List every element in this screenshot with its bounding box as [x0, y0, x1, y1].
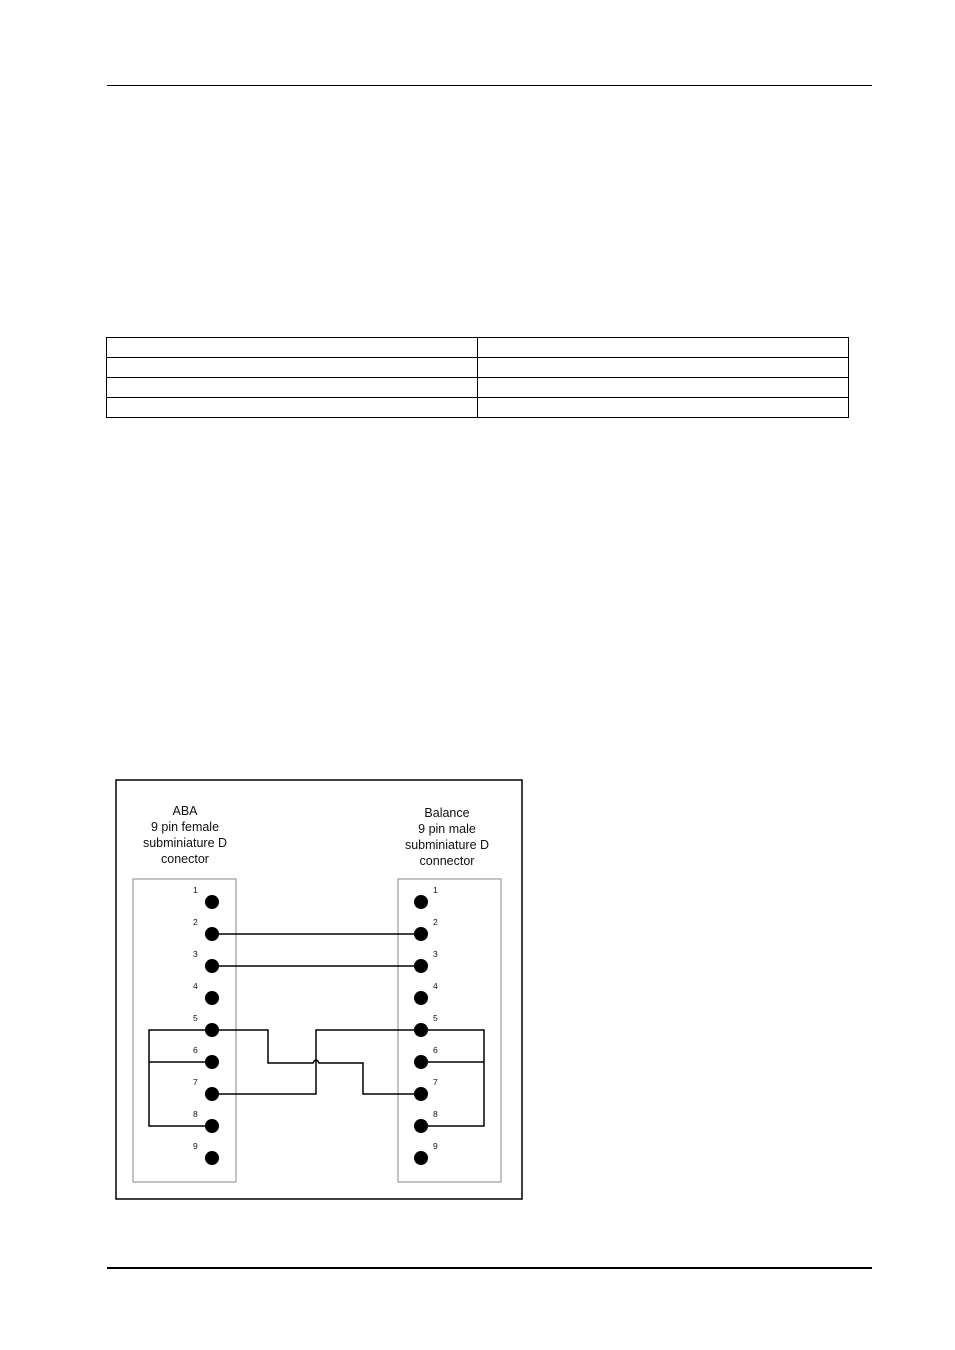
blank-table	[106, 337, 849, 418]
wire-7-5	[212, 1030, 421, 1094]
left-pin-label: 5	[193, 1013, 198, 1023]
right-pin-1	[414, 895, 428, 909]
right-title-line-1: Balance	[424, 806, 470, 820]
right-pin-label: 3	[433, 949, 438, 959]
left-title-line-2: 9 pin female	[150, 820, 220, 834]
right-pin-label: 6	[433, 1045, 438, 1055]
left-pin-label: 2	[193, 917, 198, 927]
right-pin-2	[414, 927, 428, 941]
left-pin-2	[205, 927, 219, 941]
left-pin-7	[205, 1087, 219, 1101]
left-title-line-3: subminiature D	[142, 836, 228, 850]
left-pin-label: 3	[193, 949, 198, 959]
left-pin-label: 4	[193, 981, 198, 991]
right-pin-7	[414, 1087, 428, 1101]
right-pin-label: 1	[433, 885, 438, 895]
right-pin-5	[414, 1023, 428, 1037]
right-pin-label: 8	[433, 1109, 438, 1119]
left-pin-8	[205, 1119, 219, 1133]
pins	[193, 885, 438, 1165]
header-rule	[107, 85, 872, 86]
right-title-line-4: connector	[419, 854, 475, 868]
table-cell	[107, 398, 478, 418]
left-jumper	[149, 1030, 212, 1126]
right-pin-8	[414, 1119, 428, 1133]
left-pin-label: 8	[193, 1109, 198, 1119]
right-pin-label: 5	[433, 1013, 438, 1023]
left-pin-1	[205, 895, 219, 909]
left-pin-3	[205, 959, 219, 973]
left-pin-label: 9	[193, 1141, 198, 1151]
left-pin-label: 6	[193, 1045, 198, 1055]
table-row	[107, 358, 849, 378]
table-row	[107, 398, 849, 418]
left-title-line-4: conector	[161, 852, 209, 866]
left-pin-label: 1	[193, 885, 198, 895]
right-pin-label: 4	[433, 981, 438, 991]
right-title-line-3: subminiature D	[404, 838, 490, 852]
table-cell	[107, 358, 478, 378]
left-pin-9	[205, 1151, 219, 1165]
right-pin-4	[414, 991, 428, 1005]
wires	[149, 934, 484, 1126]
footer-rule	[107, 1267, 872, 1269]
left-pin-5	[205, 1023, 219, 1037]
table-cell	[107, 378, 478, 398]
table-cell	[478, 378, 849, 398]
table-cell	[478, 338, 849, 358]
wiring-diagram	[115, 779, 523, 1200]
right-pin-6	[414, 1055, 428, 1069]
right-pin-label: 9	[433, 1141, 438, 1151]
right-pin-label: 2	[433, 917, 438, 927]
right-title-line-2: 9 pin male	[418, 822, 476, 836]
right-jumper	[421, 1030, 484, 1126]
left-pin-6	[205, 1055, 219, 1069]
right-pin-9	[414, 1151, 428, 1165]
table-cell	[478, 358, 849, 378]
right-pin-label: 7	[433, 1077, 438, 1087]
table-cell	[478, 398, 849, 418]
table-row	[107, 378, 849, 398]
left-title-line-1: ABA	[172, 804, 198, 818]
left-pin-4	[205, 991, 219, 1005]
table-cell	[107, 338, 478, 358]
left-pin-label: 7	[193, 1077, 198, 1087]
table-row	[107, 338, 849, 358]
right-pin-3	[414, 959, 428, 973]
